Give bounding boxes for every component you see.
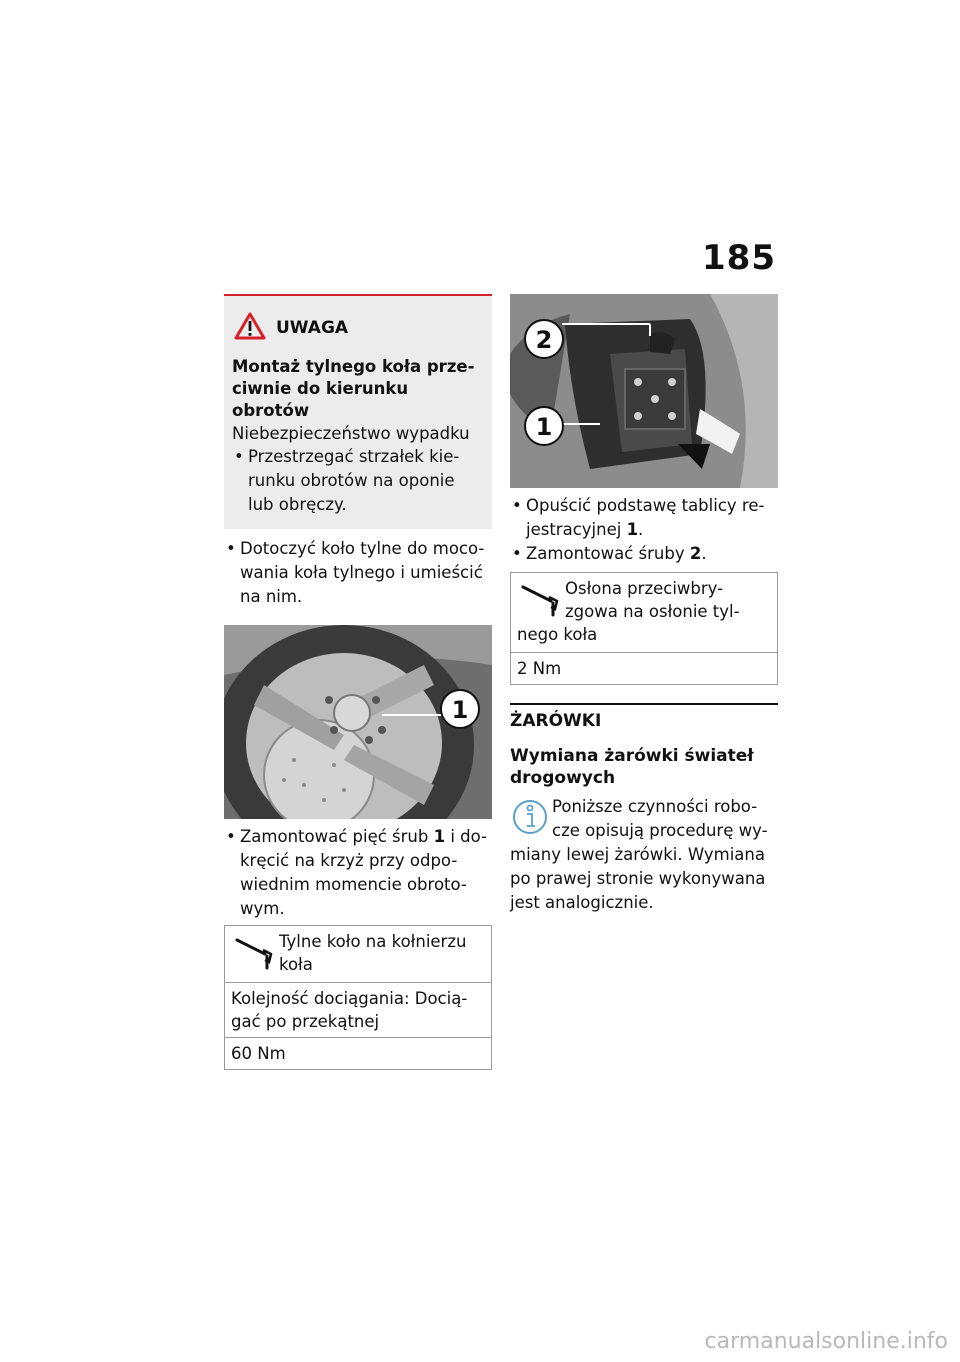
section-title: ŻARÓWKI	[510, 703, 778, 731]
sub-title: Wymiana żarówki świateł drogowych	[510, 746, 754, 788]
step-lower-plate-base	[510, 494, 778, 542]
photo-callout-1: 1	[535, 413, 553, 441]
photo-callout-2: 2	[535, 326, 553, 354]
spec-row-torque: 60 Nm	[225, 1037, 491, 1069]
spec-header	[225, 926, 491, 982]
right-column	[510, 294, 778, 915]
warning-header	[234, 312, 484, 344]
page-number: 185	[702, 238, 776, 278]
rear-wheel-photo	[224, 625, 492, 819]
warning-subtitle: Montaż tylnego koła prze-ciwnie do kierunku obrotów	[232, 357, 475, 420]
torque-wrench-icon	[517, 579, 561, 619]
torque-spec-table	[224, 925, 492, 1070]
spec-row-torque: 2 Nm	[511, 652, 777, 684]
callout-ref: 1	[433, 827, 446, 846]
spec-row-tightening-order: Kolejność dociągania: Docią-gać po przekątnej	[225, 982, 491, 1037]
step-mount-bolts	[224, 825, 492, 921]
torque-spec-table	[510, 572, 778, 685]
warning-box	[224, 294, 492, 529]
watermark: carmanualsonline.info	[704, 1329, 948, 1354]
info-icon	[510, 795, 550, 839]
spec-header-text: Osłona przeciwbry-zgowa na osłonie tyl-nego koła	[517, 579, 740, 644]
step-mount-screws	[510, 542, 778, 566]
warning-bullet: • Przestrzegać strzałek kie-runku obrotów na oponie lub obręczy.	[232, 445, 484, 517]
warning-title: UWAGA	[276, 318, 349, 338]
step-text: .	[638, 520, 644, 539]
warning-text: Niebezpieczeństwo wypadku	[232, 424, 470, 443]
left-column	[224, 294, 492, 1070]
license-plate-bracket-photo	[510, 294, 778, 488]
callout-ref: 2	[689, 544, 702, 563]
step-text: Zamontować śruby	[526, 544, 690, 563]
torque-wrench-icon	[231, 932, 275, 972]
step-roll-wheel: • Dotoczyć koło tylne do moco-wania koła tylnego i umieścić na nim.	[224, 537, 492, 609]
warning-triangle-icon	[234, 312, 266, 344]
step-text: Zamontować pięć śrub	[240, 827, 434, 846]
step-text: i do-kręcić na krzyż przy odpo-wiednim momencie obroto-wym.	[240, 827, 487, 918]
spec-header-text: Tylne koło na kołnierzu koła	[279, 932, 467, 974]
spec-header	[511, 573, 777, 652]
info-note	[510, 795, 778, 915]
info-text: Poniższe czynności robo-cze opisują procedurę wy-miany lewej żarówki. Wymiana po prawej stronie wykonywana jest analogicznie.	[510, 797, 768, 912]
step-text: Opuścić podstawę tablicy re-jestracyjnej	[526, 496, 765, 539]
callout-ref: 1	[626, 520, 639, 539]
step-text: .	[701, 544, 707, 563]
photo-callout-1: 1	[451, 696, 469, 724]
